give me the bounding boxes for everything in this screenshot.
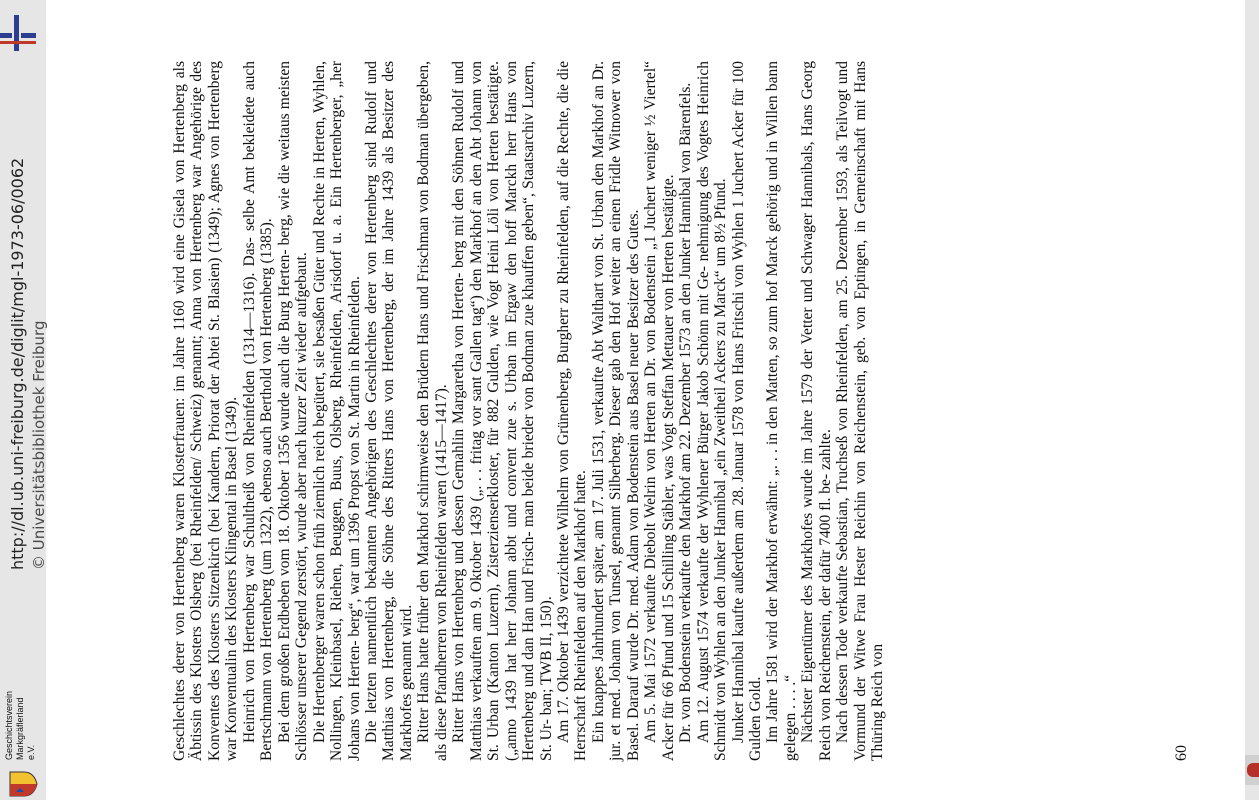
paragraph: Ritter Hans von Hertenberg und dessen Gemahlin Margaretha von Herten- berg mit den Söhnen Rudolf und Matthias verkauften am 9. Oktober 1439 („. . . fritag vor sant Gallen tag“) den Markhof an den Abt Johann von St. Urban (Kanton Luzern), Zisterzienserkloster, für 882 Gulden, wie Vogt Heini Löli von Herten bestätigte. („anno 1439 hat herr Johann abbt und convent zue s. Urban im Ergaw den hoff Marckh herr Hans von Hertenberg und dan Han und Frisch- man beide brieder von Bodman zue khauffen geben“, Staatsarchiv Luzern, St. Ur- ban; TWB II, 150). (450, 61, 555, 761)
paragraph: Ein knappes Jahrhundert später, am 17. Juli 1531, verkaufte Abt Walthart von St. Urban den Markhof an Dr. jur. et med. Johann von Tunsel, genannt Silberberg. Dieser gab den Hof weiter an einen Fridle Witnower von Basel. Darauf wurde Dr. med. Adam von Bodenstein aus Basel neuer Besitzer des Gutes. (589, 61, 642, 761)
paragraph: Ritter Hans hatte früher den Markhof schirmweise den Brüdern Hans und Frischman von Bodman übergeben, als diese Pfandherren von Rheinfelden waren (1415—1417). (415, 61, 450, 761)
page-number: 60 (1173, 745, 1190, 761)
paragraph: Am 17. Oktober 1439 verzichtete Wilhelm von Grünenberg, Burgherr zu Rheinfelden, auf die Rechte, die die Herrschaft Rheinfelden auf den Markhof hatte. (554, 61, 590, 761)
paragraph: Im Jahre 1581 wird der Markhof erwähnt: „. . . in den Matten, so zum hof Marck gehörig und in Willen bann gelegen . . . .“ (764, 61, 799, 761)
paragraph: Dr. von Bodenstein verkaufte den Markhof am 22. Dezember 1573 an den Junker Hannibal von Bärenfels. (677, 82, 695, 743)
paragraph: Am 5. Mai 1572 verkaufte Diebolt Welrin von Herten an Dr. von Bodenstein „1 Juchert weniger ½ Viertel“ Acker für 66 Pfund und 15 Schilling Stäbler, was Vogt Steffan Mettauer von Herten bestätigte. (642, 61, 677, 761)
copyright-text: © Universitätsbibliothek Freiburg (30, 320, 48, 570)
source-url[interactable]: http://dl.ub.uni-freiburg.de/diglit/mgl-1973-06/0062 (8, 157, 27, 570)
viewer-left-strip (0, 0, 46, 800)
paragraph: Bei dem großen Erdbeben vom 18. Oktober 1356 wurde auch die Burg Herten- berg, wie die weitaus meisten Schlösser unserer Gegend zerstört, wurde aber nach kurzer Zeit wieder aufgebaut. (275, 61, 311, 761)
paragraph: Geschlechtes derer von Hertenberg waren Klosterfrauen: im Jahre 1160 wird eine Gisela von Hertenberg als Äbtissin des Klosters Olsberg (bei Rheinfelden/ Schweiz) genannt; Anna von Hertenberg war Angehörige des Konventes des Klosters Sitzenkirch (bei Kandern, Priorat der Abtei St. Blasien) (1349); Agnes von Hertenberg war Konventualin des Klosters Klingental in Basel (1349). (171, 61, 241, 761)
paragraph: Am 12. August 1574 verkaufte der Wyhlener Bürger Jakob Schönn mit Ge- nehmigung des Vogtes Heinrich Schmidt von Wyhlen an den Junker Hannibal „ein Zweitheil Ackers zu Marck“ um 8½ Pfund. (694, 61, 730, 761)
paragraph: Die Hertenberger waren schon früh ziemlich reich begütert, sie besaßen Güter und Rechte in Herten, Wyhlen, Nollingen, Kleinbasel, Riehen, Beuggen, Buus, Olsberg, Rheinfelden, Arisdorf u. a. Ein Hertenberger, „her Johans von Herten- berg“, war um 1396 Propst von St. Martin in Rheinfelden. (310, 61, 363, 761)
viewer-right-strip (1245, 0, 1259, 800)
paragraph: Nach dessen Tode verkaufte Sebastian, Truchseß von Rheinfelden, am 25. Dezember 1593, als Teilvogt und Vormund der Witwe Frau Hester Reichin von Reichenstein, geb. von Eptingen, in Gemeinschaft mit Hans Thüring Reich von (834, 61, 887, 761)
society-crest-icon (8, 770, 38, 798)
page-text (171, 61, 887, 761)
paragraph: Nächster Eigentümer des Markhofes wurde im Jahre 1579 der Vetter und Schwager Hannibals, Hans Georg Reich von Reichenstein, der dafür 7400 fl. be- zahlte. (799, 61, 834, 761)
paragraph: Die letzten namentlich bekannten Angehörigen des Geschlechtes derer von Hertenberg sind Rudolf und Matthias von Hertenberg, die Söhne des Ritters Hans von Hertenberg, der im Jahre 1439 als Besitzer des Markhofes genannt wird. (362, 61, 415, 761)
society-name (4, 690, 37, 760)
scanned-page (46, 0, 1245, 800)
footer-bar (0, 0, 46, 800)
society-name-line: Geschichtsverein (4, 690, 14, 760)
paragraph: Heinrich von Hertenberg war Schultheiß von Rheinfelden (1314—1316). Das- selbe Amt bekleidete auch Bertschmann von Hertenberg (um 1322), ebenso auch Berthold von Hertenberg (1385). (240, 61, 276, 761)
next-page-tab[interactable] (1245, 755, 1259, 785)
society-name-line: Markgräflerland e.V. (15, 697, 36, 760)
paragraph: Junker Hannibal kaufte außerdem am 28. Januar 1578 von Hans Fritschi von Wyhlen 1 Juchert Acker für 100 Gulden Gold. (729, 61, 764, 761)
